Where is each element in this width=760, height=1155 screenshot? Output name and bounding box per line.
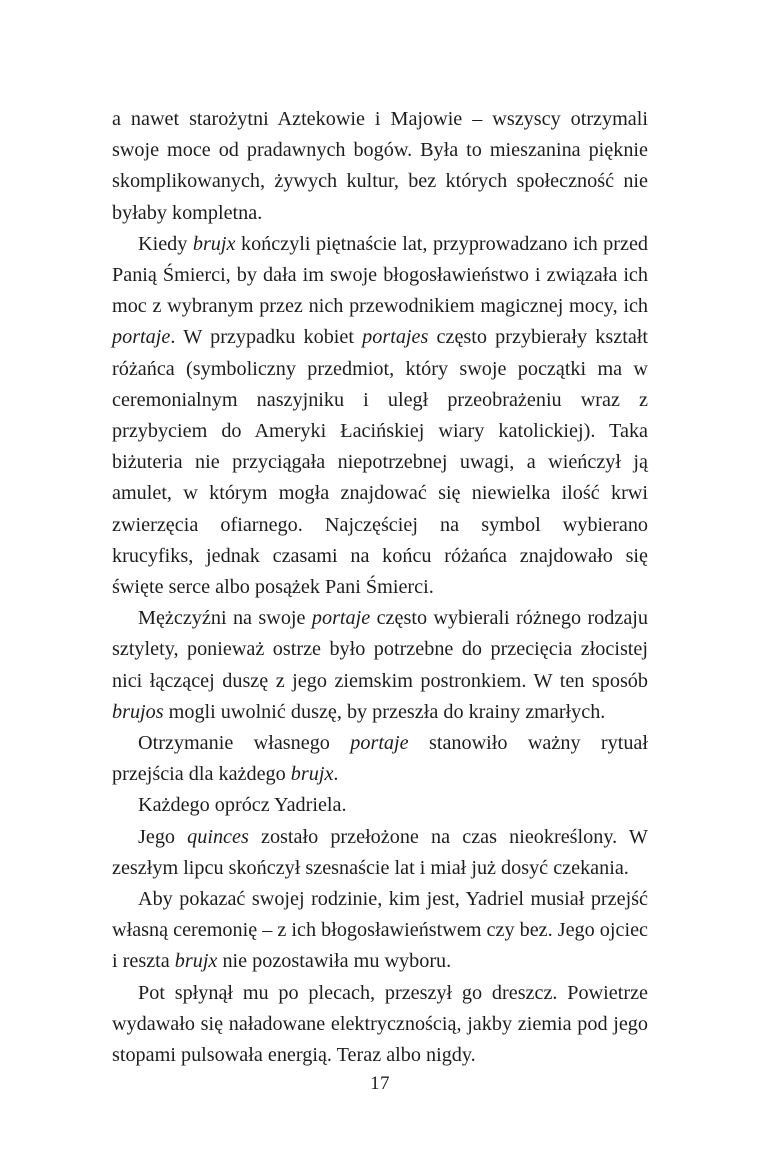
text-run: Kiedy [138,232,193,255]
italic-term: portaje [311,607,371,630]
text-run: kończyli piętnaście lat, przyprowadzano ich przed Panią Śmierci, by dała im swoje błogosławieństwo i związała ich moc z wybranym przez nich przewodnikiem magicznej mocy, ich [112,232,648,318]
italic-term: brujx [192,232,236,255]
page-text-block [112,104,648,1071]
text-run: Mężczyźni na swoje [138,607,312,630]
italic-term: quinces [187,825,249,848]
text-run: Jego [138,825,188,848]
text-run: Aby pokazać swojej rodzinie, kim jest, Yadriel musiał przejść własną ceremonię – z ich błogosławieństwem czy bez. Jego ojciec i reszta [112,888,648,973]
italic-term: portaje [112,326,171,349]
italic-term: portajes [362,326,429,349]
page-number: 17 [370,1073,390,1094]
italic-term: brujx [290,763,334,786]
text-run: Pot spłynął mu po plecach, przeszył go dreszcz. Powietrze wydawało się naładowane elektrycznością, jakby ziemia pod jego stopami pulsowała energią. Teraz albo nigdy. [112,981,648,1067]
italic-term: brujx [174,950,218,973]
paragraph [112,790,648,821]
text-run: . [333,763,339,786]
italic-term: brujos [112,700,164,723]
paragraph [112,978,648,1072]
paragraph [112,728,648,790]
text-run: nie pozostawiła mu wyboru. [217,950,452,973]
text-run: Otrzymanie własnego [138,732,351,755]
text-run: często wybierali różnego rodzaju sztylety, ponieważ ostrze było potrzebne do przecięcia złocistej nici łączącej duszę z jego ziemskim postronkiem. W ten sposób [112,607,648,692]
text-run: Każdego oprócz Yadriela. [138,794,347,817]
text-run: zostało przełożone na czas nieokreślony. W zeszłym lipcu skończył szesnaście lat i miał już dosyć czekania. [112,825,648,879]
text-run: stanowiło ważny rytuał przejścia dla każdego [112,732,648,786]
paragraph [112,822,648,884]
paragraph [112,603,648,728]
text-run: mogli uwolnić duszę, by przeszła do krainy zmarłych. [163,700,606,723]
text-run: a nawet starożytni Aztekowie i Majowie – wszyscy otrzymali swoje moce od pradawnych bogów. Była to mieszanina pięknie skomplikowanych, żywych kultur, bez których społeczność nie byłaby kompletna. [112,108,648,224]
italic-term: portaje [350,732,409,755]
paragraph [112,229,648,603]
text-run: . W przypadku kobiet [170,326,363,349]
paragraph [112,884,648,978]
paragraph [112,104,648,229]
text-run: często przybierały kształt różańca (symboliczny przedmiot, który swoje początki ma w ceremonialnym naszyjniku i uległ przeobrażeniu wraz z przybyciem do Ameryki Łacińskiej wiary katolickiej). Taka biżuteria nie przyciągała niepotrzebnej uwagi, a wieńczył ją amulet, w którym mogła znajdować się niewielka ilość krwi zwierzęcia ofiarnego. Najczęściej na symbol wybierano krucyfiks, jednak czasami na końcu różańca znajdowało się święte serce albo posążek Pani Śmierci. [112,326,648,599]
